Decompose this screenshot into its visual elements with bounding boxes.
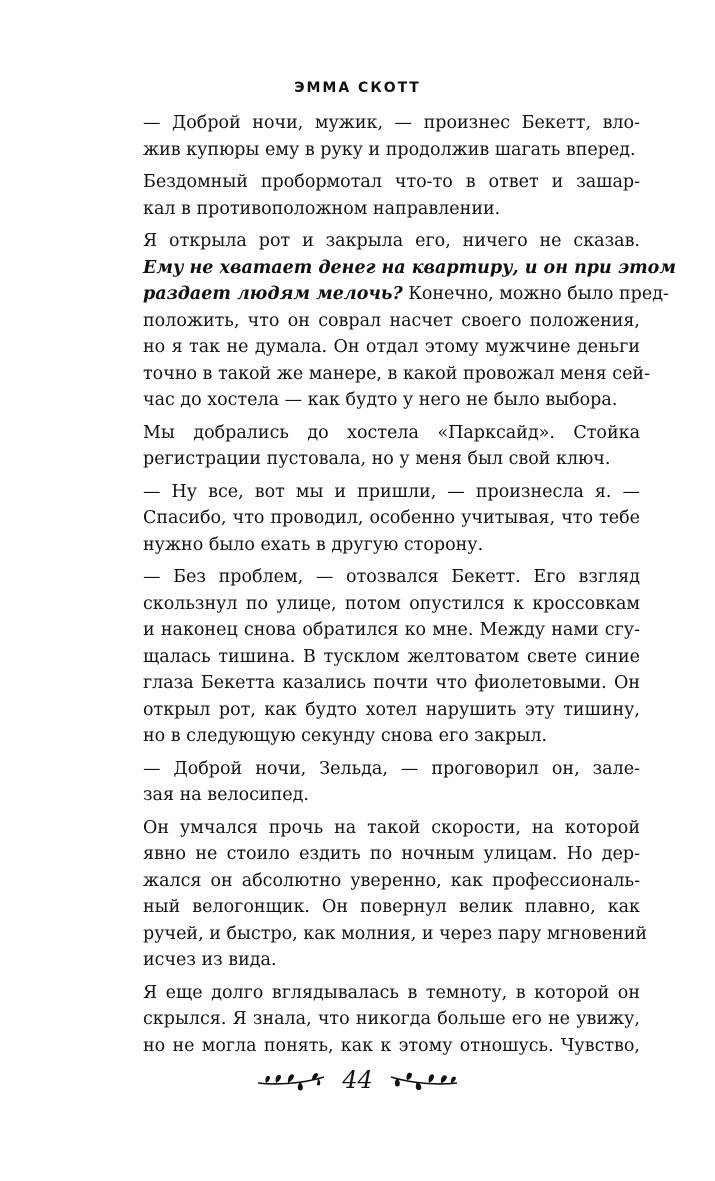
paragraph xyxy=(115,420,640,473)
paragraph xyxy=(115,228,676,414)
text-line: но не могла понять, как к этому отношусь. Чувство, xyxy=(143,1035,640,1056)
text-line: — Доброй ночи, Зельда, — проговорил он, зале- xyxy=(143,758,640,779)
paragraph xyxy=(115,564,640,750)
text-line: Бездомный пробормотал что-то в ответ и зашар- xyxy=(143,172,640,192)
text-line: жался он абсолютно уверенно, как профессиональ- xyxy=(143,870,640,891)
page-number: 44 xyxy=(342,1066,373,1094)
italic-text-line: Ему не хватает денег на квартиру, и он при этом xyxy=(143,257,676,278)
text-line: Я еще долго вглядывалась в темноту, в которой он xyxy=(143,982,640,1003)
text-line: точно в такой же манере, в какой провожал меня сей- xyxy=(143,363,651,384)
text-line: скользнул по улице, потом опустился к кроссовкам xyxy=(143,593,640,614)
paragraph xyxy=(115,110,640,163)
italic-fragment: раздает людям мелочь? xyxy=(143,284,403,304)
text-line: — Без проблем, — отозвался Бекетт. Его взгляд xyxy=(143,567,640,587)
text-line: Мы добрались до хостела «Парксайд». Стойка xyxy=(143,422,640,443)
text-line: но я так не думала. Он отдал этому мужчине деньги xyxy=(143,337,640,357)
text-line: щалась тишина. В тусклом желтоватом свете синие xyxy=(143,646,640,667)
mixed-text-line xyxy=(115,281,669,308)
text-line: глаза Бекетта казались почти что фиолетовыми. Он xyxy=(143,673,640,693)
text-line: открыл рот, как будто хотел нарушить эту тишину, xyxy=(143,699,640,720)
paragraph xyxy=(115,169,640,222)
text-line: ручей, и быстро, как молния, и через пару мгновений xyxy=(143,923,648,944)
text-line: жив купюры ему в руку и продолжив шагать вперед. xyxy=(143,139,636,160)
text-line: Спасибо, что проводил, особенно учитывая, что тебе xyxy=(143,508,640,528)
running-head: ЭММА СКОТТ xyxy=(294,80,421,96)
paragraph xyxy=(115,980,640,1060)
body-text xyxy=(115,110,676,1065)
text-line: зая на велосипед. xyxy=(143,785,309,805)
text-line: исчез из вида. xyxy=(143,950,277,970)
text-line: явно не стоило ездить по ночным улицам. Но дер- xyxy=(143,844,640,864)
leaf-ornament-icon xyxy=(256,1065,326,1095)
leaf-ornament-icon xyxy=(389,1065,459,1095)
text-line: — Доброй ночи, мужик, — произнес Бекетт, вло- xyxy=(143,113,640,133)
paragraph xyxy=(115,815,648,974)
text-line: Он умчался прочь на такой скорости, на которой xyxy=(143,817,640,838)
text-line: час до хостела — как будто у него не было выбора. xyxy=(143,390,618,410)
paragraph xyxy=(115,479,640,559)
text-line: нужно было ехать в другую сторону. xyxy=(143,534,484,555)
text-line: положить, что он соврал насчет своего положения, xyxy=(143,310,640,331)
paragraph xyxy=(115,756,640,809)
text-line: — Ну все, вот мы и пришли, — произнесла я. — xyxy=(143,481,640,502)
text-fragment: Конечно, можно было пред- xyxy=(402,284,669,304)
text-line: и наконец снова обратился ко мне. Между нами сгу- xyxy=(143,620,640,640)
text-line: кал в противоположном направлении. xyxy=(143,198,501,219)
text-line: но в следующую секунду снова его закрыл. xyxy=(143,726,548,746)
text-line: регистрации пустовала, но у меня был свой ключ. xyxy=(143,449,611,469)
page-footer xyxy=(0,1060,715,1100)
text-line: Я открыла рот и закрыла его, ничего не сказав. xyxy=(143,231,640,251)
text-line: ный велогонщик. Он повернул велик плавно, как xyxy=(143,897,640,917)
text-line: скрылся. Я знала, что никогда больше его не увижу, xyxy=(143,1009,640,1029)
